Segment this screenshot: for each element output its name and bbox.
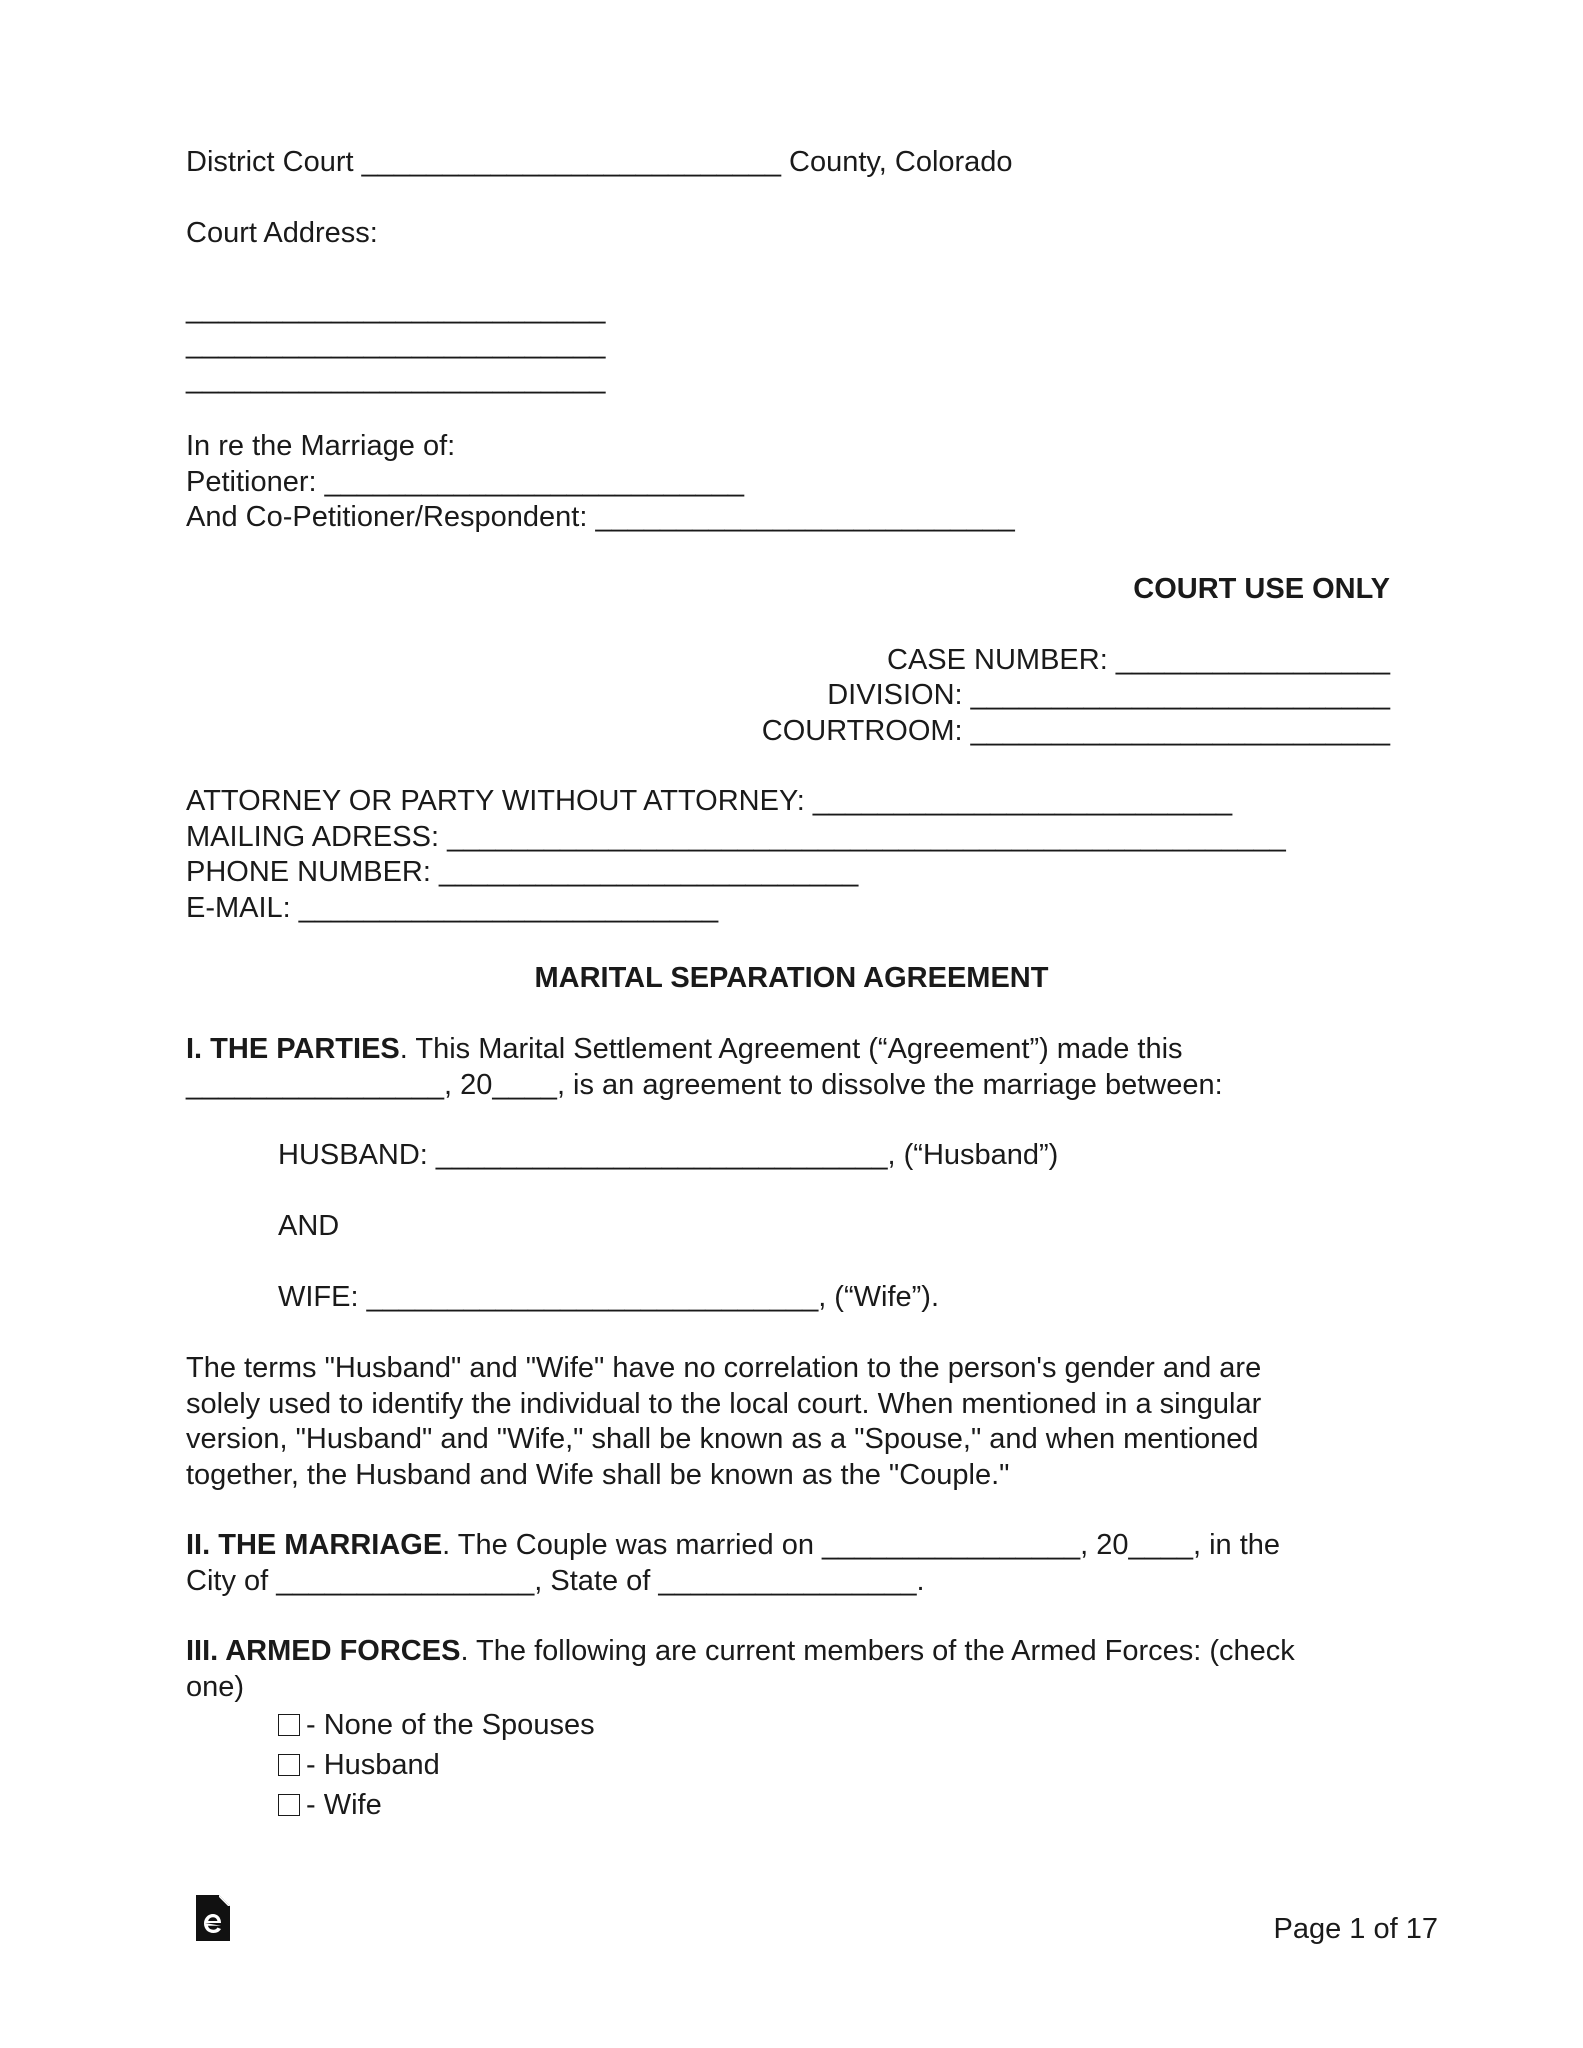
option-wife[interactable] <box>278 1787 382 1823</box>
page-number: Page 1 of 17 <box>1273 1913 1438 1945</box>
checkbox-none[interactable] <box>278 1714 300 1736</box>
terms-line-3: version, "Husband" and "Wife," shall be known as a "Spouse," and when mentioned <box>186 1423 1259 1455</box>
option-husband-label: - Husband <box>306 1749 440 1781</box>
address-line-2[interactable]: __________________________ <box>186 328 606 360</box>
wife-line[interactable]: WIFE: ____________________________, (“Wife”). <box>278 1281 939 1313</box>
in-re-marriage: In re the Marriage of: <box>186 430 456 462</box>
court-use-only-heading: COURT USE ONLY <box>1133 573 1390 605</box>
parties-text: . This Marital Settlement Agreement (“Agreement”) made this <box>399 1033 1183 1065</box>
armed-forces-heading: III. ARMED FORCES <box>186 1635 461 1667</box>
parties-paragraph-line-1 <box>186 1031 1183 1067</box>
phone-number-line[interactable]: PHONE NUMBER: __________________________ <box>186 856 859 888</box>
option-none-label: - None of the Spouses <box>306 1709 595 1741</box>
option-husband[interactable] <box>278 1747 440 1783</box>
option-wife-label: - Wife <box>306 1789 382 1821</box>
attorney-line[interactable]: ATTORNEY OR PARTY WITHOUT ATTORNEY: __________________________ <box>186 785 1233 817</box>
case-number-line[interactable]: CASE NUMBER: _________________ <box>887 644 1390 676</box>
email-line[interactable]: E-MAIL: __________________________ <box>186 892 719 924</box>
division-line[interactable]: DIVISION: __________________________ <box>827 679 1390 711</box>
and-text: AND <box>278 1210 340 1242</box>
terms-line-4: together, the Husband and Wife shall be known as the "Couple." <box>186 1459 1010 1491</box>
parties-paragraph-line-2[interactable]: ________________, 20____, is an agreement to dissolve the marriage between: <box>186 1069 1223 1101</box>
armed-forces-line-1 <box>186 1633 1295 1669</box>
armed-forces-line-2: one) <box>186 1671 245 1703</box>
marriage-line-2[interactable]: City of ________________, State of ________________. <box>186 1565 925 1597</box>
husband-line[interactable]: HUSBAND: ____________________________, (“Husband”) <box>278 1139 1059 1171</box>
option-none[interactable] <box>278 1707 595 1743</box>
marriage-line-1[interactable] <box>186 1527 1280 1563</box>
parties-heading: I. THE PARTIES <box>186 1033 400 1065</box>
terms-line-2: solely used to identify the individual to the local court. When mentioned in a singular <box>186 1388 1262 1420</box>
court-address-label: Court Address: <box>186 217 378 249</box>
marriage-heading: II. THE MARRIAGE <box>186 1529 443 1561</box>
document-title: MARITAL SEPARATION AGREEMENT <box>534 962 1049 994</box>
marriage-text: . The Couple was married on ________________, 20____, in the <box>442 1529 1281 1561</box>
district-court-line: District Court __________________________ County, Colorado <box>186 146 1013 178</box>
checkbox-wife[interactable] <box>278 1794 300 1816</box>
armed-forces-text: . The following are current members of the Armed Forces: (check <box>460 1635 1295 1667</box>
terms-line-1: The terms "Husband" and "Wife" have no correlation to the person's gender and are <box>186 1352 1262 1384</box>
courtroom-line[interactable]: COURTROOM: __________________________ <box>761 715 1390 747</box>
address-line-3[interactable]: __________________________ <box>186 363 606 395</box>
petitioner-line[interactable]: Petitioner: __________________________ <box>186 466 744 498</box>
mailing-address-line[interactable]: MAILING ADRESS: ____________________________________________________ <box>186 821 1286 853</box>
address-line-1[interactable]: __________________________ <box>186 293 606 325</box>
eforms-document-icon <box>193 1893 233 1943</box>
checkbox-husband[interactable] <box>278 1754 300 1776</box>
co-petitioner-line[interactable]: And Co-Petitioner/Respondent: __________________________ <box>186 501 1015 533</box>
